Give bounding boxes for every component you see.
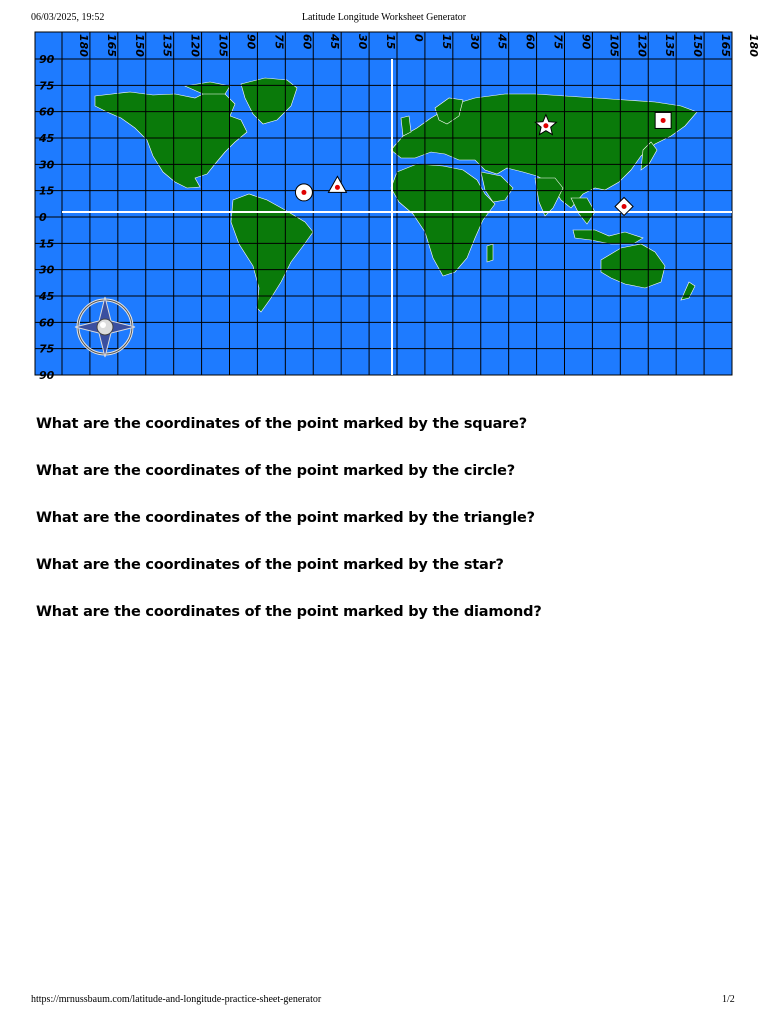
latitude-label: 15 <box>39 184 55 198</box>
latitude-label: 75 <box>39 342 55 356</box>
longitude-label: 120 <box>635 34 649 57</box>
question-list <box>36 414 736 649</box>
question-square: What are the coordinates of the point marked by the square? <box>36 416 527 432</box>
longitude-label: 30 <box>467 34 481 50</box>
longitude-label: 105 <box>216 34 230 57</box>
longitude-label: 165 <box>719 34 733 57</box>
question-star: What are the coordinates of the point marked by the star? <box>36 557 504 573</box>
question-circle: What are the coordinates of the point marked by the circle? <box>36 463 515 479</box>
circle-marker <box>295 184 312 201</box>
print-date: 06/03/2025, 19:52 <box>31 12 105 23</box>
question-diamond: What are the coordinates of the point marked by the diamond? <box>36 604 542 620</box>
longitude-label: 90 <box>244 34 258 50</box>
world-map <box>35 32 760 382</box>
latitude-label: 90 <box>39 53 55 66</box>
square-marker <box>655 112 671 128</box>
longitude-label: 180 <box>746 34 760 57</box>
latitude-label: 30 <box>39 263 55 277</box>
latitude-label: 60 <box>39 316 55 330</box>
longitude-label: 105 <box>607 34 621 57</box>
longitude-label: 60 <box>523 34 537 50</box>
latitude-label: 45 <box>39 290 55 303</box>
madagascar-landmass <box>487 244 493 262</box>
longitude-label: 15 <box>439 34 453 50</box>
longitude-label: 30 <box>356 34 370 50</box>
latitude-label: 30 <box>39 158 55 172</box>
longitude-label: 60 <box>300 34 314 50</box>
question-triangle: What are the coordinates of the point marked by the triangle? <box>36 510 535 526</box>
longitude-label: 180 <box>76 34 90 57</box>
latitude-label: 0 <box>39 211 47 224</box>
longitude-label: 120 <box>188 34 202 57</box>
latitude-label: 15 <box>39 237 55 251</box>
page-number: 1/2 <box>722 994 735 1005</box>
longitude-label: 75 <box>551 34 565 50</box>
longitude-label: 135 <box>160 34 174 57</box>
longitude-label: 135 <box>663 34 677 57</box>
latitude-label: 75 <box>39 79 55 93</box>
longitude-label: 15 <box>384 34 398 50</box>
latitude-label: 45 <box>39 132 55 145</box>
longitude-label: 90 <box>579 34 593 50</box>
longitude-label: 150 <box>132 34 146 57</box>
longitude-label: 165 <box>104 34 118 57</box>
page-title: Latitude Longitude Worksheet Generator <box>301 12 467 23</box>
longitude-label: 0 <box>411 34 425 42</box>
latitude-label: 60 <box>39 105 55 119</box>
longitude-label: 45 <box>328 34 342 50</box>
latitude-label: 90 <box>39 369 55 382</box>
page-url[interactable]: https://mrnussbaum.com/latitude-and-longitude-practice-sheet-generator <box>31 994 322 1005</box>
longitude-label: 45 <box>495 34 509 50</box>
longitude-label: 150 <box>691 34 705 57</box>
uk-landmass <box>401 116 411 136</box>
longitude-label: 75 <box>272 34 286 50</box>
